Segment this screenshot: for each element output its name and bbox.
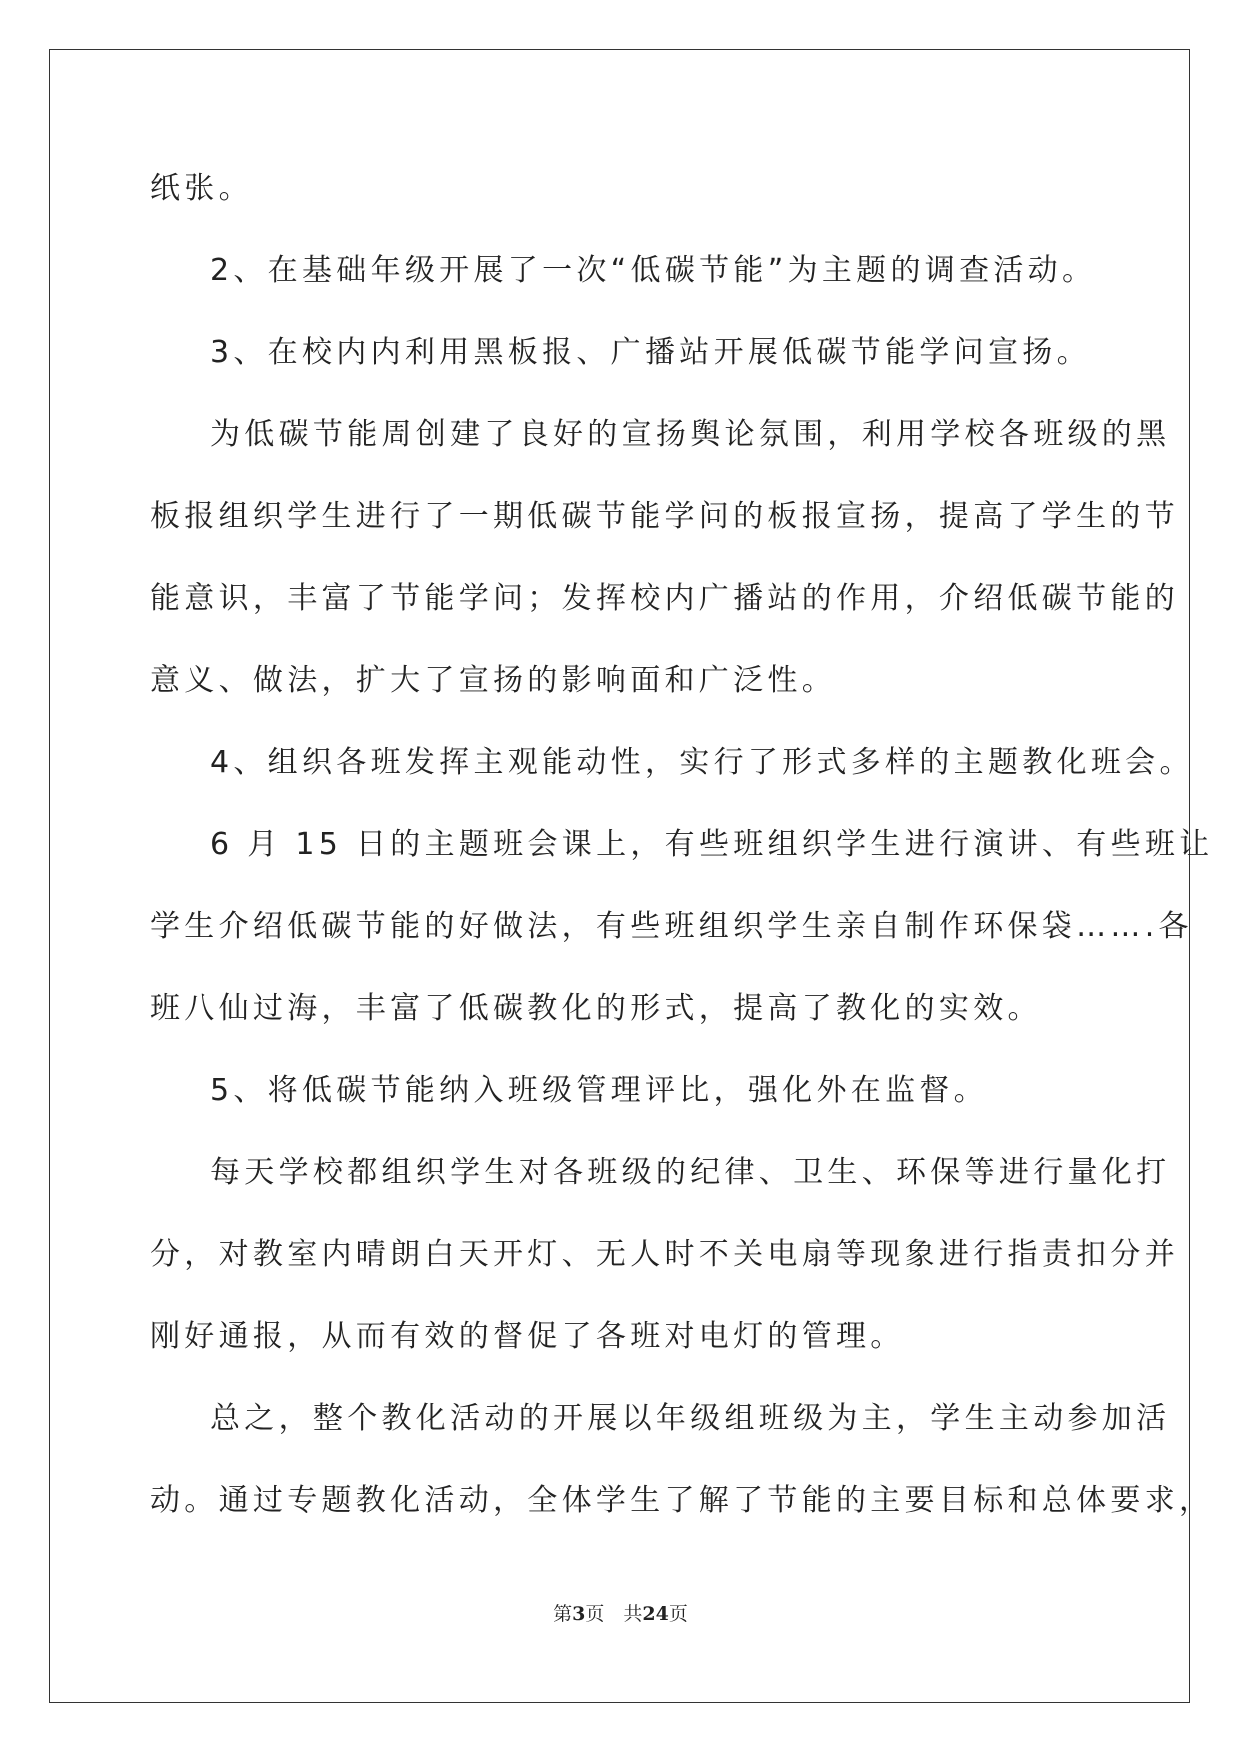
- footer-suffix: 页: [668, 1603, 688, 1625]
- text-line-12: 5、将低碳节能纳入班级管理评比，强化外在监督。: [210, 1073, 988, 1108]
- footer-page-total: 24: [642, 1603, 669, 1625]
- text-line-3: 3、在校内内利用黑板报、广播站开展低碳节能学问宣扬。: [210, 335, 1091, 370]
- text-line-16: 总之，整个教化活动的开展以年级组班级为主，学生主动参加活: [210, 1401, 1171, 1436]
- text-line-1: 纸张。: [150, 171, 253, 206]
- text-line-9: 6 月 15 日的主题班会课上，有些班组织学生进行演讲、有些班让: [210, 827, 1214, 862]
- text-line-10: 学生介绍低碳节能的好做法，有些班组织学生亲自制作环保袋…….各: [150, 909, 1193, 944]
- text-line-4: 为低碳节能周创建了良好的宣扬舆论氛围，利用学校各班级的黑: [210, 417, 1171, 452]
- text-line-15: 刚好通报，从而有效的督促了各班对电灯的管理。: [150, 1319, 905, 1354]
- text-line-14: 分，对教室内晴朗白天开灯、无人时不关电扇等现象进行指责扣分并: [150, 1237, 1179, 1272]
- text-line-2: 2、在基础年级开展了一次“低碳节能”为主题的调查活动。: [210, 253, 1097, 288]
- text-line-7: 意义、做法，扩大了宣扬的影响面和广泛性。: [150, 663, 836, 698]
- footer-mid: 页 共: [585, 1603, 643, 1625]
- text-line-6: 能意识，丰富了节能学问；发挥校内广播站的作用，介绍低碳节能的: [150, 581, 1179, 616]
- footer-page-number: 3: [572, 1603, 586, 1625]
- page-border: [49, 49, 1190, 1703]
- footer-prefix: 第: [553, 1603, 573, 1625]
- text-line-11: 班八仙过海，丰富了低碳教化的形式，提高了教化的实效。: [150, 991, 1042, 1026]
- text-line-13: 每天学校都组织学生对各班级的纪律、卫生、环保等进行量化打: [210, 1155, 1171, 1190]
- text-line-5: 板报组织学生进行了一期低碳节能学问的板报宣扬，提高了学生的节: [150, 499, 1179, 534]
- page-footer: [0, 1602, 1241, 1626]
- text-line-17: 动。通过专题教化活动，全体学生了解了节能的主要目标和总体要求，: [150, 1483, 1214, 1518]
- text-line-8: 4、组织各班发挥主观能动性，实行了形式多样的主题教化班会。: [210, 745, 1194, 780]
